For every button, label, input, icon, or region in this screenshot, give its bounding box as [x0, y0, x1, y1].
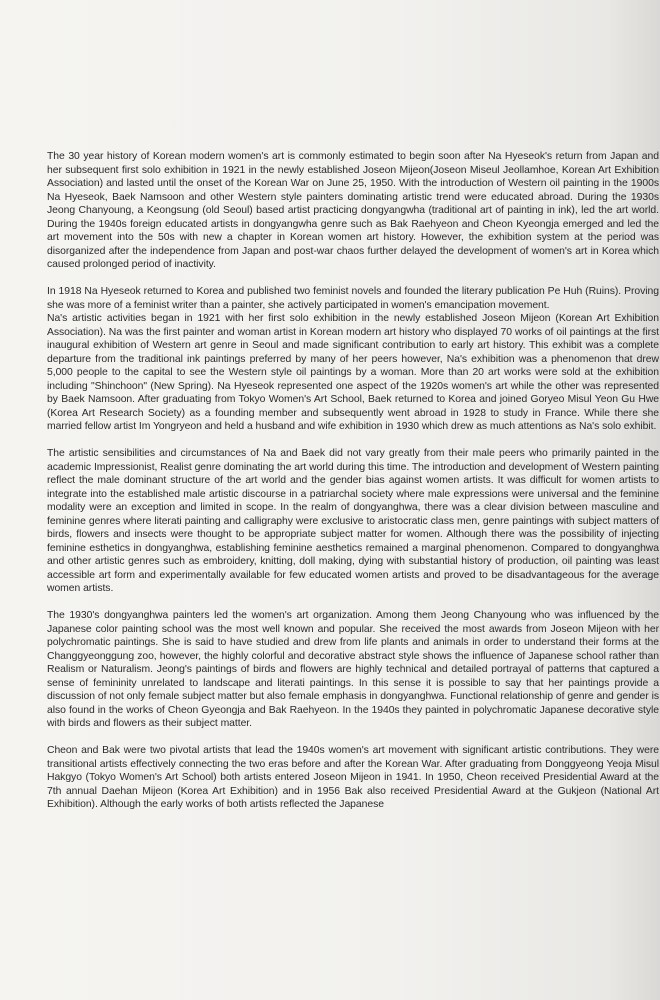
paragraph-na-hyeseok-return: In 1918 Na Hyeseok returned to Korea and published two feminist novels and founded the literary publication Pe Huh (Ruins). Proving she was more of a feminist writer than a painter, she actively participated in women's emancipation movement.	[47, 286, 659, 311]
article-body	[47, 150, 659, 825]
paragraph-na-artistic-activities: Na's artistic activities began in 1921 with her first solo exhibition in the newly established Joseon Mijeon (Korean Art Exhibition Association). Na was the first painter and woman artist in Korean modern art history who displayed 70 works of oil paintings at the first inaugural exhibition of Western art genre in Seoul and made significant contribution to early art history. This exhibit was a complete departure from the traditional ink paintings preferred by many of her peers however, Na's exhibition was a phenomenon that drew 5,000 people to the capital to see the Western style oil paintings by a woman. More than 20 art works were sold at the exhibition including "Shinchoon" (New Spring). Na Hyeseok represented one aspect of the 1920s women's art while the other was represented by Baek Namsoon. After graduating from Tokyo Women's Art School, Baek returned to Korea and joined Goryeo Misul Yeon Gu Hwe (Korea Art Research Society) as a founding member and subsequently went abroad in 1928 to study in France. While there she married fellow artist Im Yongryeon and held a husband and wife exhibition in 1930 which drew as much attentions as Na's solo exhibit.	[47, 313, 659, 432]
paragraph-history-overview: The 30 year history of Korean modern women's art is commonly estimated to begin soon after Na Hyeseok's return from Japan and her subsequent first solo exhibition in 1921 in the newly established Joseon Mijeon(Joseon Miseul Jeollamhoe, Korean Art Exhibition Association) and lasted until the onset of the Korean War on June 25, 1950. With the introduction of Western oil painting in the 1900s Na Hyeseok, Baek Namsoon and other Western style painters dominating artistic trend were educated abroad. During the 1930s Jeong Chanyoung, a Keongsung (old Seoul) based artist practicing dongyangwha (traditional art of painting in ink), led the art world. During the 1940s foreign educated artists in dongyangwha genre such as Bak Raehyeon and Cheon Kyeongja emerged and led the art movement into the 50s with new a chapter in Korean women art history. However, the exhibition system at the period was disorganized after the independence from Japan and post-war chaos further delayed the development of women's art in Korea which caused prolonged period of inactivity.	[47, 151, 659, 270]
paragraph-artistic-sensibilities: The artistic sensibilities and circumstances of Na and Baek did not vary greatly from their male peers who primarily painted in the academic Impressionist, Realist genre dominating the art world during this time. The introduction and development of Western painting reflect the male dominant structure of the art world and the gender bias against women artists. It was difficult for women artists to integrate into the established male artistic discourse in a patriarchal society where male expressions were universal and the feminine modality were an exception and limited in scope. In the realm of dongyanghwa, there was a clear division between masculine and feminine genres where literati painting and calligraphy were exclusive to aristocratic class men, genre paintings with subject matters of birds, flowers and insects were thought to be appropriate subject matter for women. Although there was the possibility of injecting feminine esthetics in dongyanghwa, establishing feminine aesthetics remained a marginal phenomenon. Compared to dongyanghwa and other artistic genres such as embroidery, knitting, doll making, dying with substantial history of production, oil painting was least accessible art form and experimentally available for few educated women artists and proved to be disadvantageous for the average women artists.	[47, 448, 659, 594]
paragraph-1930s-dongyanghwa: The 1930's dongyanghwa painters led the women's art organization. Among them Jeong Chanyoung who was influenced by the Japanese color painting school was the most well known and popular. She received the most awards from Joseon Mijeon with her polychromatic paintings. She is said to have studied and drew from life plants and animals in order to understand their forms at the Changgyeonggung zoo, however, the highly colorful and decorative abstract style shows the influence of Japanese school rather than Realism or Naturalism. Jeong's paintings of birds and flowers are highly technical and detailed portrayal of patterns that captured a sense of femininity unrelated to landscape and literati paintings. In this sense it is possible to say that her paintings provide a discussion of not only female subject matter but also female emphasis in dongyanghwa. Functional relationship of genre and gender is also found in the works of Cheon Gyeongja and Bak Raehyeon. In the 1940s they painted in polychromatic Japanese decorative style with birds and flowers as their subject matter.	[47, 610, 659, 729]
paragraph-cheon-and-bak: Cheon and Bak were two pivotal artists that lead the 1940s women's art movement with significant artistic contributions. They were transitional artists effectively connecting the two eras before and after the Korean War. After graduating from Donggyeong Yeoja Misul Hakgyo (Tokyo Women's Art School) both artists entered Joseon Mijeon in 1941. In 1950, Cheon received Presidential Award at the 7th annual Daehan Mijeon (Korea Art Exhibition) and in 1956 Bak also received Presidential Award at the Gukjeon (National Art Exhibition). Although the early works of both artists reflected the Japanese	[47, 745, 659, 810]
